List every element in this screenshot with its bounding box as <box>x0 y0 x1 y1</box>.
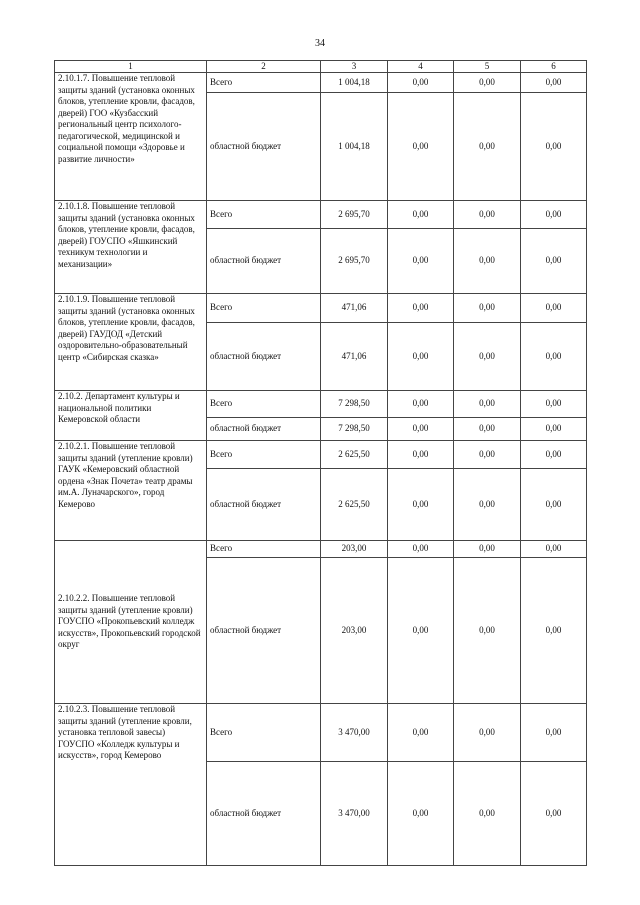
amount-col6: 0,00 <box>521 93 587 201</box>
amount-col4: 0,00 <box>388 762 454 866</box>
amount-col5: 0,00 <box>454 469 521 541</box>
table-row <box>55 704 587 762</box>
amount-col5: 0,00 <box>454 704 521 762</box>
amount-col5: 0,00 <box>454 73 521 93</box>
item-description: 2.10.2.2. Повышение тепловой защиты зданий (утепление кровли) ГОУСПО «Прокопьевский колледж искусств», Прокопьевский городской округ <box>55 541 207 704</box>
budget-table <box>54 60 587 866</box>
amount-col3: 1 004,18 <box>321 73 388 93</box>
page-number: 34 <box>315 38 325 49</box>
amount-col3: 7 298,50 <box>321 391 388 418</box>
amount-col6: 0,00 <box>521 558 587 704</box>
table-body <box>55 73 587 866</box>
header-row <box>55 61 587 73</box>
amount-col4: 0,00 <box>388 391 454 418</box>
col-header: 3 <box>321 61 388 73</box>
table-row <box>55 441 587 469</box>
amount-col5: 0,00 <box>454 323 521 391</box>
amount-col4: 0,00 <box>388 558 454 704</box>
amount-col6: 0,00 <box>521 441 587 469</box>
amount-col4: 0,00 <box>388 541 454 558</box>
amount-col3: 3 470,00 <box>321 704 388 762</box>
amount-col4: 0,00 <box>388 229 454 294</box>
funding-source: областной бюджет <box>207 469 321 541</box>
amount-col3: 2 625,50 <box>321 469 388 541</box>
funding-source: областной бюджет <box>207 93 321 201</box>
funding-source: Всего <box>207 441 321 469</box>
amount-col6: 0,00 <box>521 704 587 762</box>
funding-source: Всего <box>207 201 321 229</box>
amount-col3: 203,00 <box>321 558 388 704</box>
amount-col5: 0,00 <box>454 201 521 229</box>
amount-col4: 0,00 <box>388 73 454 93</box>
amount-col5: 0,00 <box>454 93 521 201</box>
amount-col5: 0,00 <box>454 229 521 294</box>
amount-col3: 3 470,00 <box>321 762 388 866</box>
amount-col4: 0,00 <box>388 418 454 441</box>
col-header: 6 <box>521 61 587 73</box>
table-row <box>55 541 587 558</box>
amount-col5: 0,00 <box>454 762 521 866</box>
amount-col6: 0,00 <box>521 762 587 866</box>
amount-col3: 2 695,70 <box>321 201 388 229</box>
amount-col6: 0,00 <box>521 418 587 441</box>
amount-col5: 0,00 <box>454 441 521 469</box>
funding-source: Всего <box>207 704 321 762</box>
funding-source: областной бюджет <box>207 558 321 704</box>
item-description: 2.10.2.3. Повышение тепловой защиты зданий (утепление кровли, установка тепловой завесы) ГОУСПО «Колледж культуры и искусств», город Кемерово <box>55 704 207 866</box>
amount-col3: 471,06 <box>321 323 388 391</box>
amount-col4: 0,00 <box>388 441 454 469</box>
funding-source: областной бюджет <box>207 418 321 441</box>
amount-col4: 0,00 <box>388 469 454 541</box>
col-header: 5 <box>454 61 521 73</box>
table-row <box>55 73 587 93</box>
amount-col6: 0,00 <box>521 391 587 418</box>
funding-source: Всего <box>207 294 321 323</box>
funding-source: Всего <box>207 391 321 418</box>
amount-col4: 0,00 <box>388 93 454 201</box>
col-header: 2 <box>207 61 321 73</box>
amount-col3: 471,06 <box>321 294 388 323</box>
amount-col5: 0,00 <box>454 558 521 704</box>
amount-col5: 0,00 <box>454 541 521 558</box>
amount-col6: 0,00 <box>521 73 587 93</box>
amount-col3: 2 695,70 <box>321 229 388 294</box>
amount-col5: 0,00 <box>454 418 521 441</box>
table-row <box>55 391 587 418</box>
amount-col6: 0,00 <box>521 229 587 294</box>
amount-col4: 0,00 <box>388 323 454 391</box>
table-row <box>55 294 587 323</box>
item-description: 2.10.1.7. Повышение тепловой защиты зданий (установка оконных блоков, утепление кровли, фасадов, дверей) ГОО «Кузбасский региональный центр психолого-педагогической, медицинской и социальной помощи «Здоровье и развитие личности» <box>55 73 207 201</box>
amount-col6: 0,00 <box>521 541 587 558</box>
amount-col4: 0,00 <box>388 294 454 323</box>
amount-col5: 0,00 <box>454 294 521 323</box>
amount-col3: 2 625,50 <box>321 441 388 469</box>
item-description: 2.10.2.1. Повышение тепловой защиты зданий (утепление кровли) ГАУК «Кемеровский областной ордена «Знак Почета» театр драмы им.А. Луначарского», город Кемерово <box>55 441 207 541</box>
item-description: 2.10.2. Департамент культуры и национальной политики Кемеровской области <box>55 391 207 441</box>
amount-col4: 0,00 <box>388 201 454 229</box>
item-description: 2.10.1.9. Повышение тепловой защиты зданий (установка оконных блоков, утепление кровли, фасадов, дверей) ГАУДОД «Детский оздоровительно-образовательный центр «Сибирская сказка» <box>55 294 207 391</box>
item-description: 2.10.1.8. Повышение тепловой защиты зданий (установка оконных блоков, утепление кровли, фасадов, дверей) ГОУСПО «Яшкинский техникум технологии и механизации» <box>55 201 207 294</box>
amount-col4: 0,00 <box>388 704 454 762</box>
amount-col3: 203,00 <box>321 541 388 558</box>
funding-source: областной бюджет <box>207 323 321 391</box>
funding-source: областной бюджет <box>207 229 321 294</box>
amount-col6: 0,00 <box>521 469 587 541</box>
funding-source: Всего <box>207 73 321 93</box>
funding-source: Всего <box>207 541 321 558</box>
funding-source: областной бюджет <box>207 762 321 866</box>
amount-col5: 0,00 <box>454 391 521 418</box>
amount-col6: 0,00 <box>521 323 587 391</box>
amount-col3: 1 004,18 <box>321 93 388 201</box>
col-header: 1 <box>55 61 207 73</box>
table-row <box>55 201 587 229</box>
col-header: 4 <box>388 61 454 73</box>
amount-col3: 7 298,50 <box>321 418 388 441</box>
amount-col6: 0,00 <box>521 294 587 323</box>
amount-col6: 0,00 <box>521 201 587 229</box>
